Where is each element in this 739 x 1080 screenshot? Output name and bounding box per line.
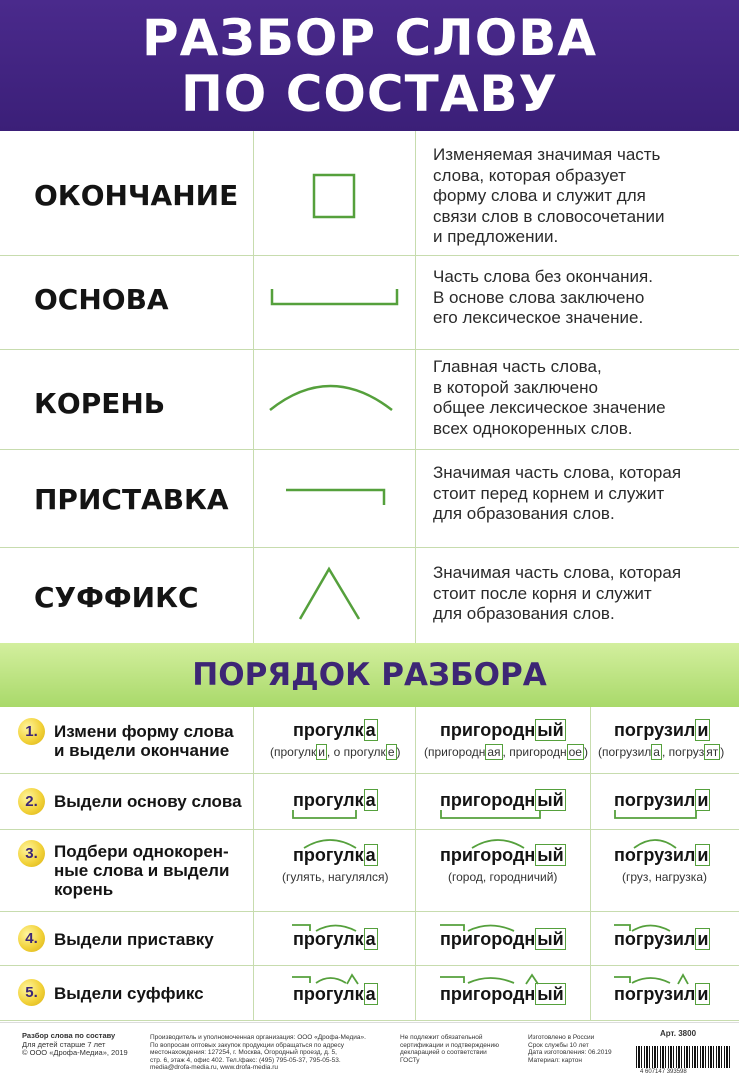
step-number-badge: 3. xyxy=(18,840,45,867)
word-pogruzili: погрузил и xyxy=(614,984,709,1004)
step-number-badge: 4. xyxy=(18,925,45,952)
divider xyxy=(415,707,416,1020)
desc-suffix: Значимая часть слова, которая стоит после корня и служит для образования слов. xyxy=(433,563,682,623)
suffix-caret-icon xyxy=(295,563,365,625)
desc-prefix: Значимая часть слова, которая стоит перед корнем и служит для образования слов. xyxy=(433,463,682,523)
divider xyxy=(0,1020,739,1021)
word-pogruzili: погрузил и xyxy=(614,790,709,810)
title-line-1: РАЗБОР СЛОВА xyxy=(141,8,598,67)
barcode-number: 4 607147 393598 xyxy=(640,1069,687,1075)
step-2-text: Выдели основу слова xyxy=(54,792,242,811)
order-title: ПОРЯДОК РАЗБОРА xyxy=(192,657,547,693)
step-number-badge: 2. xyxy=(18,788,45,815)
term-root: КОРЕНЬ xyxy=(34,387,166,420)
word-forms-note: (прогулк и , о прогулк е ) xyxy=(270,745,401,759)
desc-root: Главная часть слова, в которой заключено общее лексическое значение всех однокоренных слов. xyxy=(433,357,666,438)
footer-certification-info: Не подлежит обязательной сертификации и подтверждению декларацией о соответствии ГОСТу xyxy=(400,1034,499,1064)
base-mark-icon xyxy=(438,808,558,822)
step-5-text: Выдели суффикс xyxy=(54,984,204,1003)
word-prigorodny: пригородн ый xyxy=(440,720,564,740)
step-number-badge: 5. xyxy=(18,979,45,1006)
word-progulka: прогулк а xyxy=(293,845,376,865)
step-number-badge: 1. xyxy=(18,718,45,745)
order-title-band xyxy=(0,643,739,707)
related-words-note: (гулять, нагулялся) xyxy=(282,870,389,884)
word-pogruzili: погрузил и xyxy=(614,845,709,865)
footer-product-info: Разбор слова по составу Для детей старше 7 лет © ООО «Дрофа-Медиа», 2019 xyxy=(22,1031,128,1057)
step-1-text: Измени форму слова и выдели окончание xyxy=(54,722,234,760)
step-3-text: Подбери однокорен- ные слова и выдели корень xyxy=(54,842,230,899)
footer-manufacturer-info: Производитель и уполномоченная организация: ООО «Дрофа-Медиа». По вопросам оптовых закупок продукции обращаться по адресу местонахождения: 127254, г. Москва, Огородный проезд, д. 5, стр. 6, этаж 4, офис 402. Тел./факс: (495) 795-05-37, 795-05-53. media@drofa-media.ru, www.drofa-media.ru xyxy=(150,1034,366,1071)
divider xyxy=(0,449,739,450)
barcode xyxy=(636,1046,732,1068)
word-prigorodny: пригородн ый xyxy=(440,790,564,810)
word-progulka: прогулк а xyxy=(293,929,376,949)
term-suffix: СУФФИКС xyxy=(34,581,199,614)
divider xyxy=(415,131,416,643)
word-prigorodny: пригородн ый xyxy=(440,984,564,1004)
divider xyxy=(0,349,739,350)
divider xyxy=(0,965,739,966)
term-base: ОСНОВА xyxy=(34,283,169,316)
word-pogruzili: погрузил и xyxy=(614,720,709,740)
divider xyxy=(0,911,739,912)
definition-row-suffix xyxy=(0,549,739,651)
footer-manufacture-info: Изготовлено в России Срок службы 10 лет Дата изготовления: 06.2019 Материал: картон xyxy=(528,1034,612,1064)
step-4-text: Выдели приставку xyxy=(54,930,214,949)
definition-row-ending xyxy=(0,131,739,246)
word-prigorodny: пригородн ый xyxy=(440,929,564,949)
divider xyxy=(253,131,254,643)
root-arc-icon xyxy=(262,376,402,416)
word-progulka: прогулк а xyxy=(293,984,376,1004)
desc-ending: Изменяемая значимая часть слова, которая образует форму слова и служит для связи слов в словосочетании и предложении. xyxy=(433,145,665,246)
poster-header xyxy=(0,0,739,131)
divider xyxy=(0,829,739,830)
word-progulka: прогулк а xyxy=(293,790,376,810)
word-forms-note: (пригородн ая , пригородн ое ) xyxy=(424,745,588,759)
article-number: Арт. 3800 xyxy=(660,1029,697,1038)
related-words-note: (город, городничий) xyxy=(448,870,558,884)
prefix-corner-icon xyxy=(280,481,390,511)
title-line-2: ПО СОСТАВУ xyxy=(180,64,559,123)
divider xyxy=(0,255,739,256)
word-progulka: прогулк а xyxy=(293,720,376,740)
related-words-note: (груз, нагрузка) xyxy=(622,870,707,884)
divider xyxy=(590,707,591,1020)
divider xyxy=(0,547,739,548)
divider xyxy=(0,773,739,774)
ending-square-icon xyxy=(300,171,360,221)
desc-base: Часть слова без окончания. В основе слова заключено его лексическое значение. xyxy=(433,267,653,327)
term-ending: ОКОНЧАНИЕ xyxy=(34,179,239,212)
term-prefix: ПРИСТАВКА xyxy=(34,483,229,516)
definitions-table xyxy=(0,131,739,643)
word-forms-note: (погрузил а , погруз ят ) xyxy=(598,745,725,759)
base-bracket-icon xyxy=(265,286,405,310)
word-prigorodny: пригородн ый xyxy=(440,845,564,865)
base-mark-icon xyxy=(612,808,712,822)
word-pogruzili: погрузил и xyxy=(614,929,709,949)
